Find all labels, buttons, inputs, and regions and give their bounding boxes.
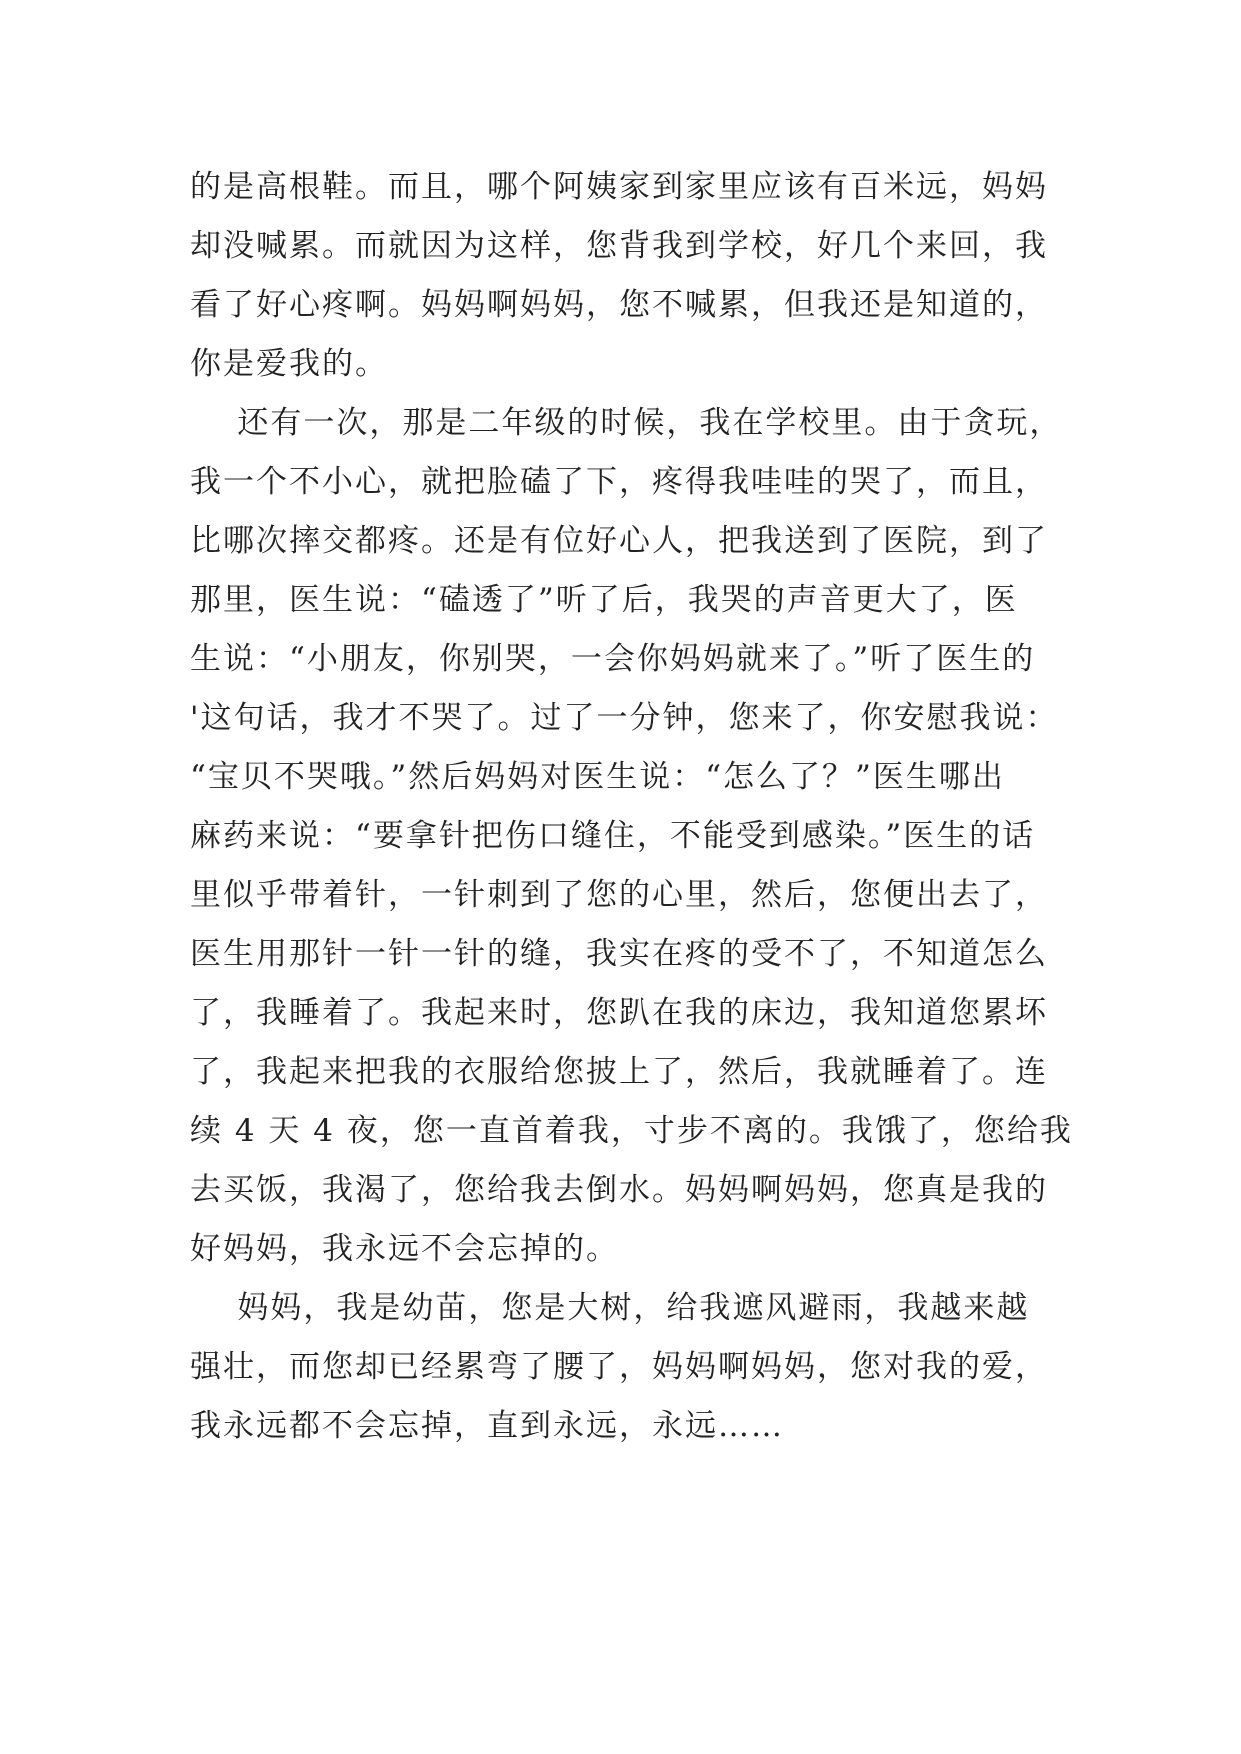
text-line: 还有一次，那是二年级的时候，我在学校里。由于贪玩， xyxy=(190,405,1063,441)
text-line: 续 4 天 4 夜，您一直首着我，寸步不离的。我饿了，您给我 xyxy=(190,1113,1073,1149)
text-line: 你是爱我的。 xyxy=(190,346,388,382)
essay-body xyxy=(190,158,1090,1456)
text-line: 了，我睡着了。我起来时，您趴在我的床边，我知道您累坏 xyxy=(190,995,1048,1031)
text-line: 比哪次摔交都疼。还是有位好心人，把我送到了医院，到了 xyxy=(190,523,1048,559)
text-line: 妈妈，我是幼苗，您是大树，给我遮风避雨，我越来越 xyxy=(190,1290,1030,1326)
text-line: 那里，医生说：“磕透了”听了后，我哭的声音更大了，医 xyxy=(190,582,1018,618)
text-line: 却没喊累。而就因为这样，您背我到学校，好几个来回，我 xyxy=(190,228,1048,264)
text-line: 了，我起来把我的衣服给您披上了，然后，我就睡着了。连 xyxy=(190,1054,1048,1090)
text-line: 好妈妈，我永远不会忘掉的。 xyxy=(190,1231,619,1267)
text-line: 我一个不小心，就把脸磕了下，疼得我哇哇的哭了，而且， xyxy=(190,464,1048,500)
text-line: 看了好心疼啊。妈妈啊妈妈，您不喊累，但我还是知道的， xyxy=(190,287,1048,323)
text-line: 的是高根鞋。而且，哪个阿姨家到家里应该有百米远，妈妈 xyxy=(190,169,1048,205)
text-line: 麻药来说：“要拿针把伤口缝住，不能受到感染。”医生的话 xyxy=(190,818,1036,854)
text-line: 医生用那针一针一针的缝，我实在疼的受不了，不知道怎么 xyxy=(190,936,1048,972)
text-line: 里似乎带着针，一针刺到了您的心里，然后，您便出去了， xyxy=(190,877,1048,913)
text-line: 强壮，而您却已经累弯了腰了，妈妈啊妈妈，您对我的爱， xyxy=(190,1349,1048,1385)
text-line: “宝贝不哭哦。”然后妈妈对医生说：“怎么了？”医生哪出 xyxy=(190,759,1005,795)
text-line: '这句话，我才不哭了。过了一分钟，您来了，你安慰我说： xyxy=(190,700,1059,736)
text-line: 去买饭，我渴了，您给我去倒水。妈妈啊妈妈，您真是我的 xyxy=(190,1172,1048,1208)
text-line: 生说：“小朋友，你别哭，一会你妈妈就来了。”听了医生的 xyxy=(190,641,1036,677)
text-line: 我永远都不会忘掉，直到永远，永远…… xyxy=(190,1408,784,1444)
